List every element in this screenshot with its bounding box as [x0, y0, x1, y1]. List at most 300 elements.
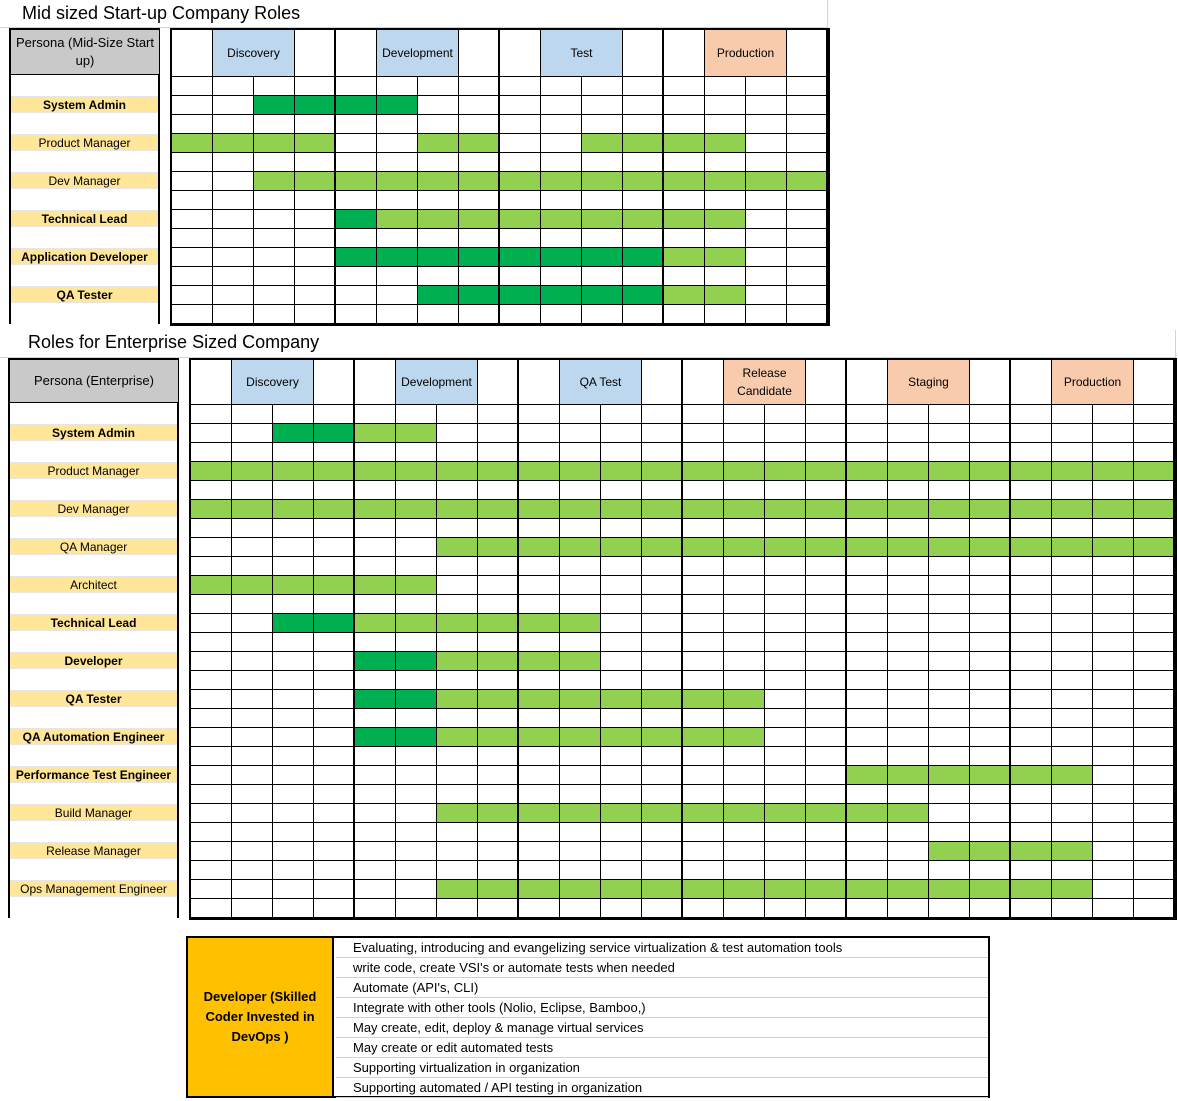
role-bar-cell: [806, 804, 847, 823]
grid-cell: [929, 557, 970, 576]
legend-item: Supporting virtualization in organization: [336, 1058, 988, 1078]
role-bar-cell: [519, 804, 560, 823]
grid-cell: [396, 633, 437, 652]
grid-cell: [601, 899, 642, 918]
role-bar-cell: [519, 728, 560, 747]
grid-cell: [929, 823, 970, 842]
grid-cell: [191, 690, 232, 709]
role-label: Build Manager: [10, 804, 177, 821]
role-bar-cell: [765, 538, 806, 557]
grid-cell: [765, 424, 806, 443]
grid-cell: [888, 842, 929, 861]
grid-cell: [929, 709, 970, 728]
grid-cell: [172, 172, 213, 191]
grid-cell: [1093, 785, 1134, 804]
grid-cell: [765, 557, 806, 576]
role-bar-cell: [601, 880, 642, 899]
role-bar-cell: [847, 538, 888, 557]
grid-cell: [664, 77, 705, 96]
grid-cell: [355, 519, 396, 538]
role-bar-cell: [336, 248, 377, 267]
grid-cell: [560, 443, 601, 462]
role-bar-cell: [295, 134, 336, 153]
grid-cell: [970, 709, 1011, 728]
role-bar-cell: [1011, 766, 1052, 785]
grid-cell: [273, 804, 314, 823]
grid-cell: [519, 405, 560, 424]
grid-cell: [683, 766, 724, 785]
grid-cell: [1093, 690, 1134, 709]
role-bar-cell: [437, 880, 478, 899]
role-bar-cell: [582, 286, 623, 305]
role-bar-cell: [601, 500, 642, 519]
grid-cell: [765, 481, 806, 500]
role-bar-cell: [355, 576, 396, 595]
role-bar-cell: [1052, 462, 1093, 481]
grid-cell: [396, 443, 437, 462]
grid-cell: [273, 785, 314, 804]
grid-cell: [888, 709, 929, 728]
grid-cell: [213, 96, 254, 115]
grid-cell: [437, 519, 478, 538]
grid-cell: [336, 134, 377, 153]
grid-cell: [519, 576, 560, 595]
grid-cell: [765, 652, 806, 671]
grid-cell: [787, 134, 828, 153]
grid-cell: [519, 899, 560, 918]
grid-cell: [437, 899, 478, 918]
grid-cell: [314, 671, 355, 690]
role-bar-cell: [664, 134, 705, 153]
header-cell: [683, 360, 724, 405]
role-bar-cell: [377, 248, 418, 267]
grid-cell: [705, 77, 746, 96]
role-label: System Admin: [11, 96, 158, 113]
grid-cell: [418, 96, 459, 115]
grid-cell: [519, 481, 560, 500]
grid-cell: [254, 305, 295, 324]
grid-cell: [806, 481, 847, 500]
grid-cell: [213, 191, 254, 210]
grid-cell: [1093, 861, 1134, 880]
role-bar-cell: [705, 248, 746, 267]
grid-cell: [888, 557, 929, 576]
grid-cell: [929, 405, 970, 424]
grid-cell: [396, 861, 437, 880]
grid-cell: [314, 747, 355, 766]
grid-cell: [746, 248, 787, 267]
grid-cell: [746, 305, 787, 324]
grid-cell: [1052, 576, 1093, 595]
grid-cell: [746, 267, 787, 286]
grid-cell: [459, 191, 500, 210]
grid-cell: [888, 576, 929, 595]
role-bar-cell: [418, 248, 459, 267]
grid-cell: [724, 899, 765, 918]
grid-cell: [355, 538, 396, 557]
role-bar-cell: [560, 500, 601, 519]
grid-cell: [683, 576, 724, 595]
grid-cell: [437, 576, 478, 595]
role-bar-cell: [519, 500, 560, 519]
grid-cell: [847, 576, 888, 595]
role-bar-cell: [724, 462, 765, 481]
role-label: Product Manager: [11, 134, 158, 151]
role-bar-cell: [1052, 500, 1093, 519]
role-bar-cell: [314, 424, 355, 443]
role-bar-cell: [765, 500, 806, 519]
header-cell: [806, 360, 847, 405]
grid-cell: [418, 115, 459, 134]
grid-cell: [765, 709, 806, 728]
phase-label-production: Production: [705, 30, 787, 77]
grid-cell: [273, 538, 314, 557]
role-bar-cell: [560, 804, 601, 823]
grid-cell: [601, 785, 642, 804]
grid-cell: [806, 614, 847, 633]
grid-cell: [1093, 519, 1134, 538]
grid-cell: [970, 424, 1011, 443]
grid-cell: [1093, 709, 1134, 728]
grid-cell: [724, 633, 765, 652]
grid-cell: [1093, 633, 1134, 652]
role-bar-cell: [377, 96, 418, 115]
grid-cell: [888, 690, 929, 709]
grid-cell: [1093, 880, 1134, 899]
grid-cell: [191, 728, 232, 747]
role-bar-cell: [437, 652, 478, 671]
role-bar-cell: [478, 880, 519, 899]
grid-cell: [273, 747, 314, 766]
role-bar-cell: [970, 880, 1011, 899]
grid-cell: [929, 633, 970, 652]
grid-cell: [724, 481, 765, 500]
grid-cell: [459, 267, 500, 286]
role-bar-cell: [683, 804, 724, 823]
grid-cell: [765, 405, 806, 424]
grid-cell: [213, 267, 254, 286]
grid-cell: [1052, 614, 1093, 633]
grid-cell: [314, 538, 355, 557]
grid-cell: [746, 134, 787, 153]
grid-cell: [519, 443, 560, 462]
grid-cell: [623, 191, 664, 210]
grid-cell: [623, 115, 664, 134]
header-cell: [355, 360, 396, 405]
role-bar-cell: [683, 462, 724, 481]
grid-cell: [970, 519, 1011, 538]
grid-cell: [273, 899, 314, 918]
grid-cell: [560, 785, 601, 804]
role-bar-cell: [601, 728, 642, 747]
role-bar-cell: [560, 728, 601, 747]
grid-cell: [806, 842, 847, 861]
grid-cell: [806, 747, 847, 766]
grid-cell: [642, 595, 683, 614]
grid-cell: [806, 405, 847, 424]
grid-cell: [172, 267, 213, 286]
grid-cell: [295, 286, 336, 305]
role-bar-cell: [724, 880, 765, 899]
grid-cell: [560, 633, 601, 652]
section1-title: Mid sized Start-up Company Roles: [22, 3, 301, 23]
grid-cell: [970, 443, 1011, 462]
grid-cell: [765, 766, 806, 785]
grid-cell: [601, 861, 642, 880]
grid-cell: [1093, 443, 1134, 462]
grid-cell: [254, 210, 295, 229]
grid-cell: [396, 747, 437, 766]
grid-cell: [437, 481, 478, 500]
grid-cell: [355, 633, 396, 652]
role-bar-cell: [888, 500, 929, 519]
role-bar-cell: [519, 690, 560, 709]
role-bar-cell: [396, 690, 437, 709]
role-bar-cell: [847, 766, 888, 785]
role-bar-cell: [970, 842, 1011, 861]
phase-label-test: Test: [541, 30, 623, 77]
grid-cell: [806, 519, 847, 538]
grid-cell: [683, 899, 724, 918]
grid-cell: [273, 880, 314, 899]
grid-cell: [396, 823, 437, 842]
grid-cell: [1134, 880, 1175, 899]
grid-cell: [847, 861, 888, 880]
role-bar-cell: [459, 172, 500, 191]
grid-cell: [806, 709, 847, 728]
grid-cell: [1011, 595, 1052, 614]
grid-cell: [377, 153, 418, 172]
grid-cell: [314, 405, 355, 424]
role-bar-cell: [929, 842, 970, 861]
grid-cell: [191, 424, 232, 443]
grid-cell: [418, 77, 459, 96]
grid-cell: [232, 804, 273, 823]
grid-cell: [295, 191, 336, 210]
grid-cell: [519, 671, 560, 690]
grid-cell: [664, 96, 705, 115]
role-bar-cell: [806, 500, 847, 519]
role-bar-cell: [664, 286, 705, 305]
grid-cell: [1093, 481, 1134, 500]
grid-cell: [459, 77, 500, 96]
role-bar-cell: [1134, 538, 1175, 557]
grid-cell: [1093, 595, 1134, 614]
grid-cell: [724, 747, 765, 766]
grid-cell: [970, 728, 1011, 747]
grid-cell: [1093, 576, 1134, 595]
grid-cell: [519, 842, 560, 861]
grid-cell: [314, 481, 355, 500]
role-bar-cell: [541, 286, 582, 305]
grid-cell: [314, 690, 355, 709]
legend-item: Supporting automated / API testing in organization: [336, 1078, 988, 1098]
grid-cell: [191, 842, 232, 861]
grid-cell: [314, 519, 355, 538]
grid-cell: [683, 557, 724, 576]
grid-cell: [806, 557, 847, 576]
grid-cell: [273, 766, 314, 785]
legend-item: Automate (API's, CLI): [336, 978, 988, 998]
grid-cell: [888, 424, 929, 443]
grid-cell: [787, 115, 828, 134]
grid-cell: [1052, 595, 1093, 614]
grid-cell: [929, 747, 970, 766]
grid-cell: [765, 899, 806, 918]
grid-cell: [273, 481, 314, 500]
grid-cell: [787, 248, 828, 267]
grid-cell: [191, 614, 232, 633]
grid-cell: [1134, 595, 1175, 614]
role-bar-cell: [355, 424, 396, 443]
grid-cell: [806, 899, 847, 918]
role-bar-cell: [683, 880, 724, 899]
grid-cell: [970, 595, 1011, 614]
grid-cell: [437, 861, 478, 880]
grid-cell: [232, 443, 273, 462]
grid-cell: [355, 842, 396, 861]
grid-cell: [970, 690, 1011, 709]
grid-cell: [172, 210, 213, 229]
grid-cell: [787, 77, 828, 96]
grid-cell: [1011, 424, 1052, 443]
grid-cell: [1052, 557, 1093, 576]
legend-item: Evaluating, introducing and evangelizing service virtualization & test automation tools: [336, 938, 988, 958]
role-bar-cell: [787, 172, 828, 191]
grid-cell: [765, 728, 806, 747]
grid-cell: [232, 481, 273, 500]
role-label: Dev Manager: [11, 172, 158, 189]
grid-cell: [232, 595, 273, 614]
grid-cell: [787, 191, 828, 210]
grid-cell: [642, 424, 683, 443]
grid-cell: [724, 576, 765, 595]
grid-cell: [519, 709, 560, 728]
role-bar-cell: [560, 880, 601, 899]
role-bar-cell: [642, 462, 683, 481]
grid-cell: [295, 115, 336, 134]
role-bar-cell: [213, 134, 254, 153]
grid-cell: [213, 115, 254, 134]
role-bar-cell: [560, 652, 601, 671]
grid-cell: [232, 652, 273, 671]
grid-cell: [1093, 804, 1134, 823]
role-bar-cell: [601, 690, 642, 709]
role-bar-cell: [336, 96, 377, 115]
role-bar-cell: [396, 728, 437, 747]
role-bar-cell: [437, 462, 478, 481]
grid-cell: [232, 785, 273, 804]
role-bar-cell: [418, 134, 459, 153]
grid-cell: [1093, 614, 1134, 633]
role-bar-cell: [1134, 500, 1175, 519]
grid-cell: [519, 633, 560, 652]
role-bar-cell: [336, 210, 377, 229]
grid-cell: [664, 115, 705, 134]
grid-cell: [355, 709, 396, 728]
grid-cell: [705, 153, 746, 172]
grid-cell: [1011, 443, 1052, 462]
grid-cell: [724, 614, 765, 633]
grid-cell: [724, 823, 765, 842]
grid-cell: [847, 747, 888, 766]
header-cell: [172, 30, 213, 77]
grid-cell: [787, 229, 828, 248]
grid-cell: [642, 842, 683, 861]
grid-cell: [683, 633, 724, 652]
grid-cell: [1052, 481, 1093, 500]
grid-cell: [355, 747, 396, 766]
role-bar-cell: [541, 248, 582, 267]
grid-cell: [191, 861, 232, 880]
header-cell: [191, 360, 232, 405]
role-bar-cell: [191, 576, 232, 595]
grid-cell: [191, 766, 232, 785]
grid-cell: [295, 248, 336, 267]
role-bar-cell: [437, 690, 478, 709]
grid-cell: [355, 861, 396, 880]
role-bar-cell: [582, 248, 623, 267]
grid-cell: [642, 766, 683, 785]
grid-cell: [746, 191, 787, 210]
grid-cell: [683, 709, 724, 728]
grid-cell: [273, 443, 314, 462]
grid-cell: [273, 709, 314, 728]
grid-cell: [847, 823, 888, 842]
grid-cell: [478, 481, 519, 500]
role-bar-cell: [273, 424, 314, 443]
grid-cell: [232, 747, 273, 766]
grid-cell: [478, 595, 519, 614]
grid-cell: [847, 842, 888, 861]
grid-cell: [642, 671, 683, 690]
grid-cell: [213, 305, 254, 324]
role-bar-cell: [254, 172, 295, 191]
grid-cell: [541, 229, 582, 248]
grid-cell: [929, 671, 970, 690]
header-cell: [459, 30, 500, 77]
role-bar-cell: [478, 728, 519, 747]
grid-cell: [519, 595, 560, 614]
grid-cell: [213, 248, 254, 267]
grid-cell: [273, 519, 314, 538]
grid-cell: [355, 766, 396, 785]
grid-cell: [601, 519, 642, 538]
grid-cell: [642, 614, 683, 633]
grid-cell: [601, 481, 642, 500]
grid-cell: [970, 557, 1011, 576]
grid-cell: [1011, 405, 1052, 424]
grid-cell: [929, 443, 970, 462]
grid-cell: [560, 899, 601, 918]
grid-cell: [377, 77, 418, 96]
grid-cell: [355, 557, 396, 576]
grid-cell: [396, 557, 437, 576]
grid-cell: [683, 443, 724, 462]
role-bar-cell: [295, 172, 336, 191]
grid-cell: [1134, 823, 1175, 842]
grid-cell: [314, 709, 355, 728]
grid-cell: [418, 305, 459, 324]
role-bar-cell: [396, 614, 437, 633]
grid-cell: [1093, 652, 1134, 671]
grid-cell: [642, 785, 683, 804]
grid-cell: [437, 785, 478, 804]
grid-cell: [191, 899, 232, 918]
grid-cell: [601, 747, 642, 766]
grid-cell: [888, 405, 929, 424]
grid-cell: [970, 614, 1011, 633]
